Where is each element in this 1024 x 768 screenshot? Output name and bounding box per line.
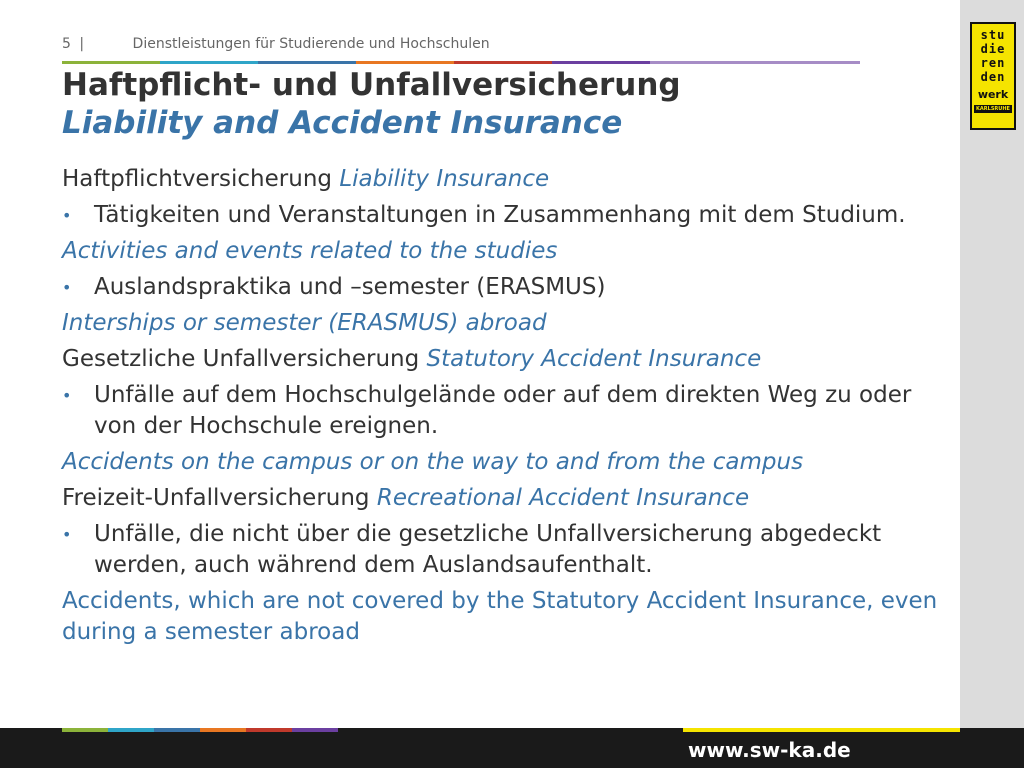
bullet-icon: • (62, 386, 72, 405)
translation-line: Accidents, which are not covered by the Statutory Accident Insurance, even during a semester abroad (62, 588, 938, 645)
section-recreational-en: Recreational Accident Insurance (376, 485, 750, 511)
rule-segment-red (454, 61, 552, 64)
rule-segment-blue (154, 728, 200, 732)
logo-city: KARLSRUHE (974, 105, 1012, 113)
logo-line-2: die (980, 42, 1006, 56)
section-statutory-en: Statutory Accident Insurance (426, 346, 762, 372)
slide-header (62, 36, 490, 52)
section-statutory-de: Gesetzliche Unfallversicherung (62, 346, 420, 372)
header-separator: | (79, 36, 85, 52)
rule-segment-purple (552, 61, 650, 64)
bullet-item (62, 517, 942, 584)
section-liability (62, 162, 942, 198)
bullet-item (62, 198, 942, 234)
header-section: Dienstleistungen für Studierende und Hochschulen (132, 36, 490, 52)
slide-content (62, 162, 942, 651)
page-number: 5 (62, 36, 71, 52)
rule-segment-tail (650, 61, 860, 64)
section-recreational-de: Freizeit-Unfallversicherung (62, 485, 370, 511)
studentenwerk-logo (970, 22, 1016, 130)
section-liability-en: Liability Insurance (339, 166, 550, 192)
bullet-item (62, 378, 942, 445)
rule-segment-orange (356, 61, 454, 64)
bullet-text: Tätigkeiten und Veranstaltungen in Zusammenhang mit dem Studium. (94, 202, 906, 228)
rule-segment-blue (258, 61, 356, 64)
logo-werk: werk (977, 88, 1009, 101)
translation-line: Interships or semester (ERASMUS) abroad (62, 310, 547, 336)
bullet-text: Auslandspraktika und –semester (ERASMUS) (94, 274, 606, 300)
rule-segment-green (62, 61, 160, 64)
rule-segment-green (62, 728, 108, 732)
bullet-text: Unfälle, die nicht über die gesetzliche Unfallversicherung abgedeckt werden, auch während dem Auslandsaufenthalt. (94, 521, 882, 578)
section-statutory (62, 342, 942, 378)
bullet-icon: • (62, 206, 72, 225)
bullet-icon: • (62, 278, 72, 297)
bottom-color-rule (62, 728, 338, 732)
top-color-rule (62, 61, 860, 64)
footer-bar (0, 728, 1024, 768)
title-english: Liability and Accident Insurance (62, 105, 623, 141)
translation-line: Accidents on the campus or on the way to and from the campus (62, 449, 804, 475)
rule-segment-red (246, 728, 292, 732)
footer-yellow-bar (683, 728, 960, 732)
rule-segment-orange (200, 728, 246, 732)
footer-url-link[interactable]: www.sw-ka.de (688, 738, 851, 762)
logo-line-3: ren (980, 56, 1006, 70)
bullet-item (62, 270, 942, 306)
rule-segment-cyan (160, 61, 258, 64)
bullet-text: Unfälle auf dem Hochschulgelände oder auf dem direkten Weg zu oder von der Hochschule ereignen. (94, 382, 912, 439)
logo-line-4: den (980, 70, 1006, 84)
rule-segment-purple (292, 728, 338, 732)
translation-line: Activities and events related to the studies (62, 238, 558, 264)
section-recreational (62, 481, 942, 517)
title-german: Haftpflicht- und Unfallversicherung (62, 67, 681, 103)
rule-segment-cyan (108, 728, 154, 732)
section-liability-de: Haftpflichtversicherung (62, 166, 332, 192)
slide-title (62, 66, 942, 142)
logo-line-1: stu (980, 28, 1006, 42)
bullet-icon: • (62, 525, 72, 544)
